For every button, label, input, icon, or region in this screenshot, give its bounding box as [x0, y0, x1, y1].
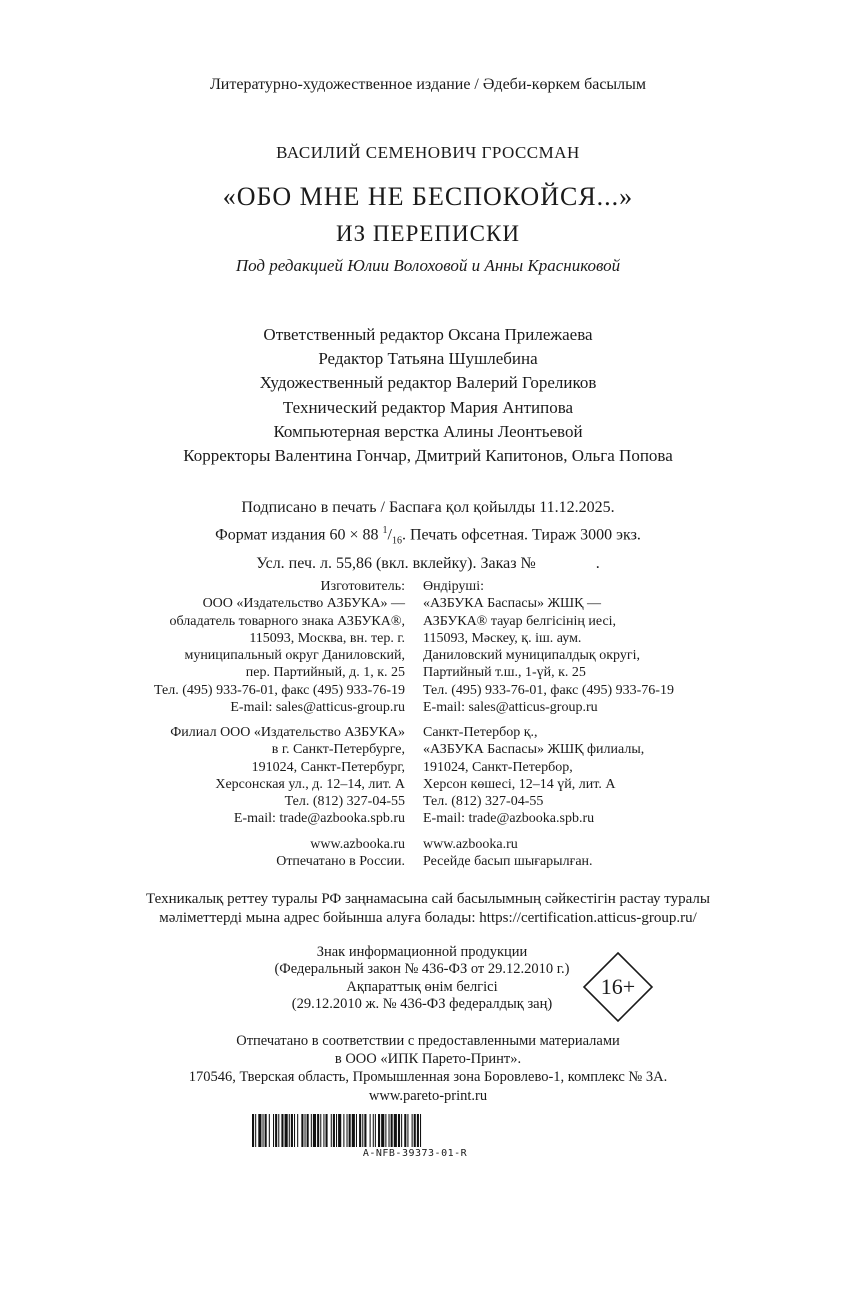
imprint-line: Изготовитель: — [320, 579, 405, 594]
certification-line: мәліметтерді мына адрес бойынша алуға болады: https://certification.atticus-group.ru/ — [159, 909, 697, 926]
imprint-line: 191024, Санкт-Петербург, — [251, 759, 405, 775]
imprint-line: E-mail: sales@atticus-group.ru — [423, 700, 598, 716]
age-rating-badge — [582, 951, 654, 1023]
imprint-line: 115093, Москва, вн. тер. г. — [249, 630, 405, 646]
imprint-line: Тел. (812) 327-04-55 — [423, 794, 544, 810]
imprint-line: «АЗБУКА Баспасы» ЖШҚ филиалы, — [423, 742, 645, 758]
manufacturer-kz — [423, 578, 674, 716]
credit-line: Компьютерная верстка Алины Леонтьевой — [273, 421, 583, 441]
printer-info — [0, 1032, 856, 1105]
format-suffix: . Печать офсетная. Тираж 3000 экз. — [401, 525, 641, 543]
imprint-line: Партийный т.ш., 1-үй, к. 25 — [423, 665, 586, 681]
imprint-line: муниципальный округ Даниловский, — [184, 648, 405, 664]
website-kz — [423, 836, 593, 871]
credit-line: Корректоры Валентина Гончар, Дмитрий Капитонов, Ольга Попова — [183, 446, 673, 466]
imprint-line: E-mail: sales@atticus-group.ru — [230, 700, 405, 716]
imprint-line: Херсонская ул., д. 12–14, лит. А — [215, 776, 405, 792]
info-product-sign — [0, 944, 850, 1013]
certification-line: Техникалық реттеу туралы РФ заңнамасына сай басылымның сәйкестігін растау туралы — [146, 891, 710, 907]
certification-notice — [0, 890, 856, 927]
printer-line: www.pareto-print.ru — [368, 1087, 488, 1104]
info-sign-line: Ақпараттық өнім белгісі — [346, 978, 498, 995]
imprint-line: E-mail: trade@azbooka.spb.ru — [423, 811, 595, 827]
imprint-line: Даниловский муниципалдық округі, — [423, 648, 640, 664]
imprint-line: www.azbooka.ru — [423, 837, 518, 852]
imprint-line: 191024, Санкт-Петербор, — [423, 759, 573, 775]
printer-line: 170546, Тверская область, Промышленная зона Боровлево-1, комплекс № 3А. — [188, 1069, 668, 1086]
imprint-line: ООО «Издательство АЗБУКА» — — [202, 596, 405, 612]
branch-kz — [423, 724, 644, 828]
imprint-line: Тел. (495) 933-76-01, факс (495) 933-76-19 — [154, 682, 405, 698]
imprint-line: Филиал ООО «Издательство АЗБУКА» — [170, 725, 405, 740]
credit-line: Технический редактор Мария Антипова — [282, 397, 574, 417]
credits-list — [0, 323, 856, 468]
format-prefix: Формат издания 60 × 88 — [215, 525, 383, 543]
age-rating-label: 16+ — [600, 974, 636, 999]
format-denominator: 16 — [391, 535, 402, 547]
format-numerator: 1 — [382, 524, 388, 536]
book-title: «ОБО МНЕ НЕ БЕСПОКОЙСЯ...» — [222, 182, 634, 211]
info-sign-line: (29.12.2010 ж. № 436-ФЗ федералдық заң) — [291, 995, 553, 1012]
printer-line: в ООО «ИПК Парето-Принт». — [334, 1051, 522, 1068]
credit-line: Редактор Татьяна Шушлебина — [318, 349, 538, 369]
imprint-line: АЗБУКА® тауар белгісінің иесі, — [423, 613, 617, 629]
info-sign-line: (Федеральный закон № 436-ФЗ от 29.12.2010 г.) — [274, 961, 570, 978]
sheets-line: Усл. печ. л. 55,86 (вкл. вклейку). Заказ № . — [256, 554, 600, 572]
barcode-code: A-NFB-39373-01-R — [362, 1148, 468, 1159]
info-sign-line: Знак информационной продукции — [316, 944, 528, 960]
imprint-line: Херсон көшесі, 12–14 үй, лит. А — [423, 776, 616, 792]
credit-line: Художественный редактор Валерий Гореликов — [259, 373, 597, 393]
barcode — [252, 1114, 578, 1147]
imprint-line: Тел. (495) 933-76-01, факс (495) 933-76-19 — [423, 682, 674, 698]
imprint-line: Тел. (812) 327-04-55 — [284, 794, 405, 810]
imprint-line: «АЗБУКА Баспасы» ЖШҚ — — [423, 596, 601, 612]
manufacturer-ru — [154, 578, 405, 716]
printer-line: Отпечатано в соответствии с предоставленными материалами — [236, 1033, 620, 1049]
imprint-line: Отпечатано в России. — [276, 854, 405, 870]
edited-by: Под редакцией Юлии Волоховой и Анны Красниковой — [235, 256, 621, 275]
edition-type: Литературно-художественное издание / Әдеби-көркем басылым — [209, 76, 647, 93]
branch-ru — [170, 724, 405, 828]
imprint-line: E-mail: trade@azbooka.spb.ru — [233, 811, 405, 827]
imprint-line: www.azbooka.ru — [310, 837, 405, 852]
credit-line: Ответственный редактор Оксана Прилежаева — [263, 325, 593, 344]
imprint-line: Санкт-Петербор қ., — [423, 725, 538, 740]
signed-line: Подписано в печать / Баспаға қол қойылды 11.12.2025. — [241, 499, 615, 516]
imprint-line: Ресейде басып шығарылған. — [423, 854, 593, 870]
book-subtitle: ИЗ ПЕРЕПИСКИ — [336, 221, 520, 246]
imprint-line: Өндіруші: — [423, 579, 484, 594]
print-info — [0, 497, 856, 575]
imprint-line: 115093, Мәскеу, қ. іш. аум. — [423, 630, 582, 646]
imprint-line: в г. Санкт-Петербурге, — [271, 742, 405, 758]
author-name: ВАСИЛИЙ СЕМЕНОВИЧ ГРОССМАН — [276, 143, 580, 162]
format-line: Формат издания 60 × 88 $^1/_{16}$. Печать офсетная. Тираж 3000 экз. — [215, 524, 641, 547]
imprint-line: пер. Партийный, д. 1, к. 25 — [245, 665, 405, 681]
website-ru — [276, 836, 405, 871]
imprint-line: обладатель товарного знака АЗБУКА®, — [169, 613, 405, 629]
